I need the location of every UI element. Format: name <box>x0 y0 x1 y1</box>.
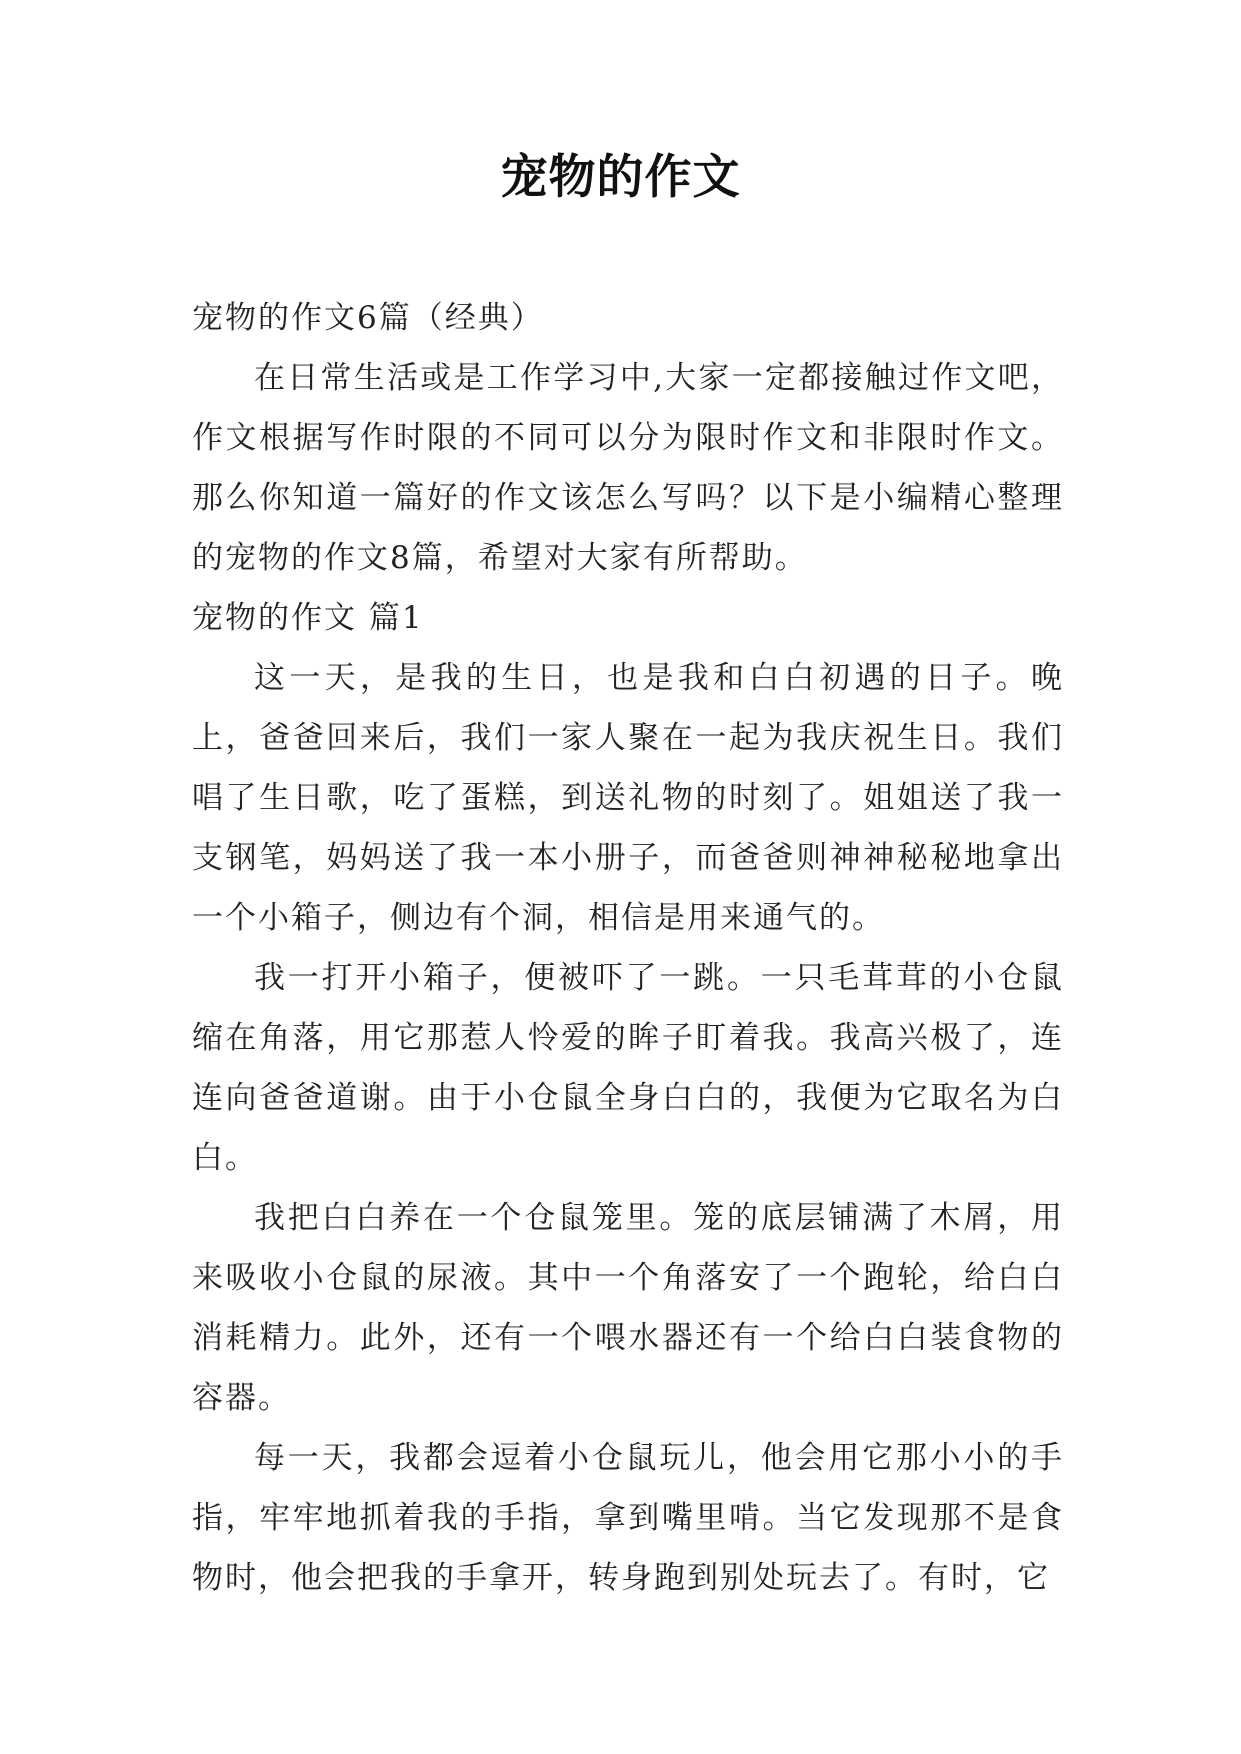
body-paragraph: 我一打开小箱子，便被吓了一跳。一只毛茸茸的小仓鼠缩在角落，用它那惹人怜爱的眸子盯着我。我高兴极了，连连向爸爸道谢。由于小仓鼠全身白白的，我便为它取名为白白。 <box>192 960 1064 1176</box>
collection-heading: 宠物的作文6篇（经典） <box>192 300 544 336</box>
document-title: 宠物的作文 <box>500 150 741 205</box>
body-paragraph: 这一天，是我的生日，也是我和白白初遇的日子。晚上，爸爸回来后，我们一家人聚在一起为我庆祝生日。我们唱了生日歌，吃了蛋糕，到送礼物的时刻了。姐姐送了我一支钢笔，妈妈送了我一本小册子，而爸爸则神神秘秘地拿出一个小箱子，侧边有个洞，相信是用来通气的。 <box>192 660 1064 936</box>
body-paragraph: 我把白白养在一个仓鼠笼里。笼的底层铺满了木屑，用来吸收小仓鼠的尿液。其中一个角落安了一个跑轮，给白白消耗精力。此外，还有一个喂水器还有一个给白白装食物的容器。 <box>192 1200 1064 1416</box>
document-body <box>192 288 1064 1608</box>
intro-paragraph: 在日常生活或是工作学习中,大家一定都接触过作文吧，作文根据写作时限的不同可以分为限时作文和非限时作文。那么你知道一篇好的作文该怎么写吗？以下是小编精心整理的宠物的作文8篇，希望对大家有所帮助。 <box>192 360 1064 576</box>
section-heading: 宠物的作文 篇1 <box>192 600 424 636</box>
body-paragraph: 每一天，我都会逗着小仓鼠玩儿，他会用它那小小的手指，牢牢地抓着我的手指，拿到嘴里啃。当它发现那不是食物时，他会把我的手拿开，转身跑到别处玩去了。有时，它 <box>192 1440 1064 1596</box>
